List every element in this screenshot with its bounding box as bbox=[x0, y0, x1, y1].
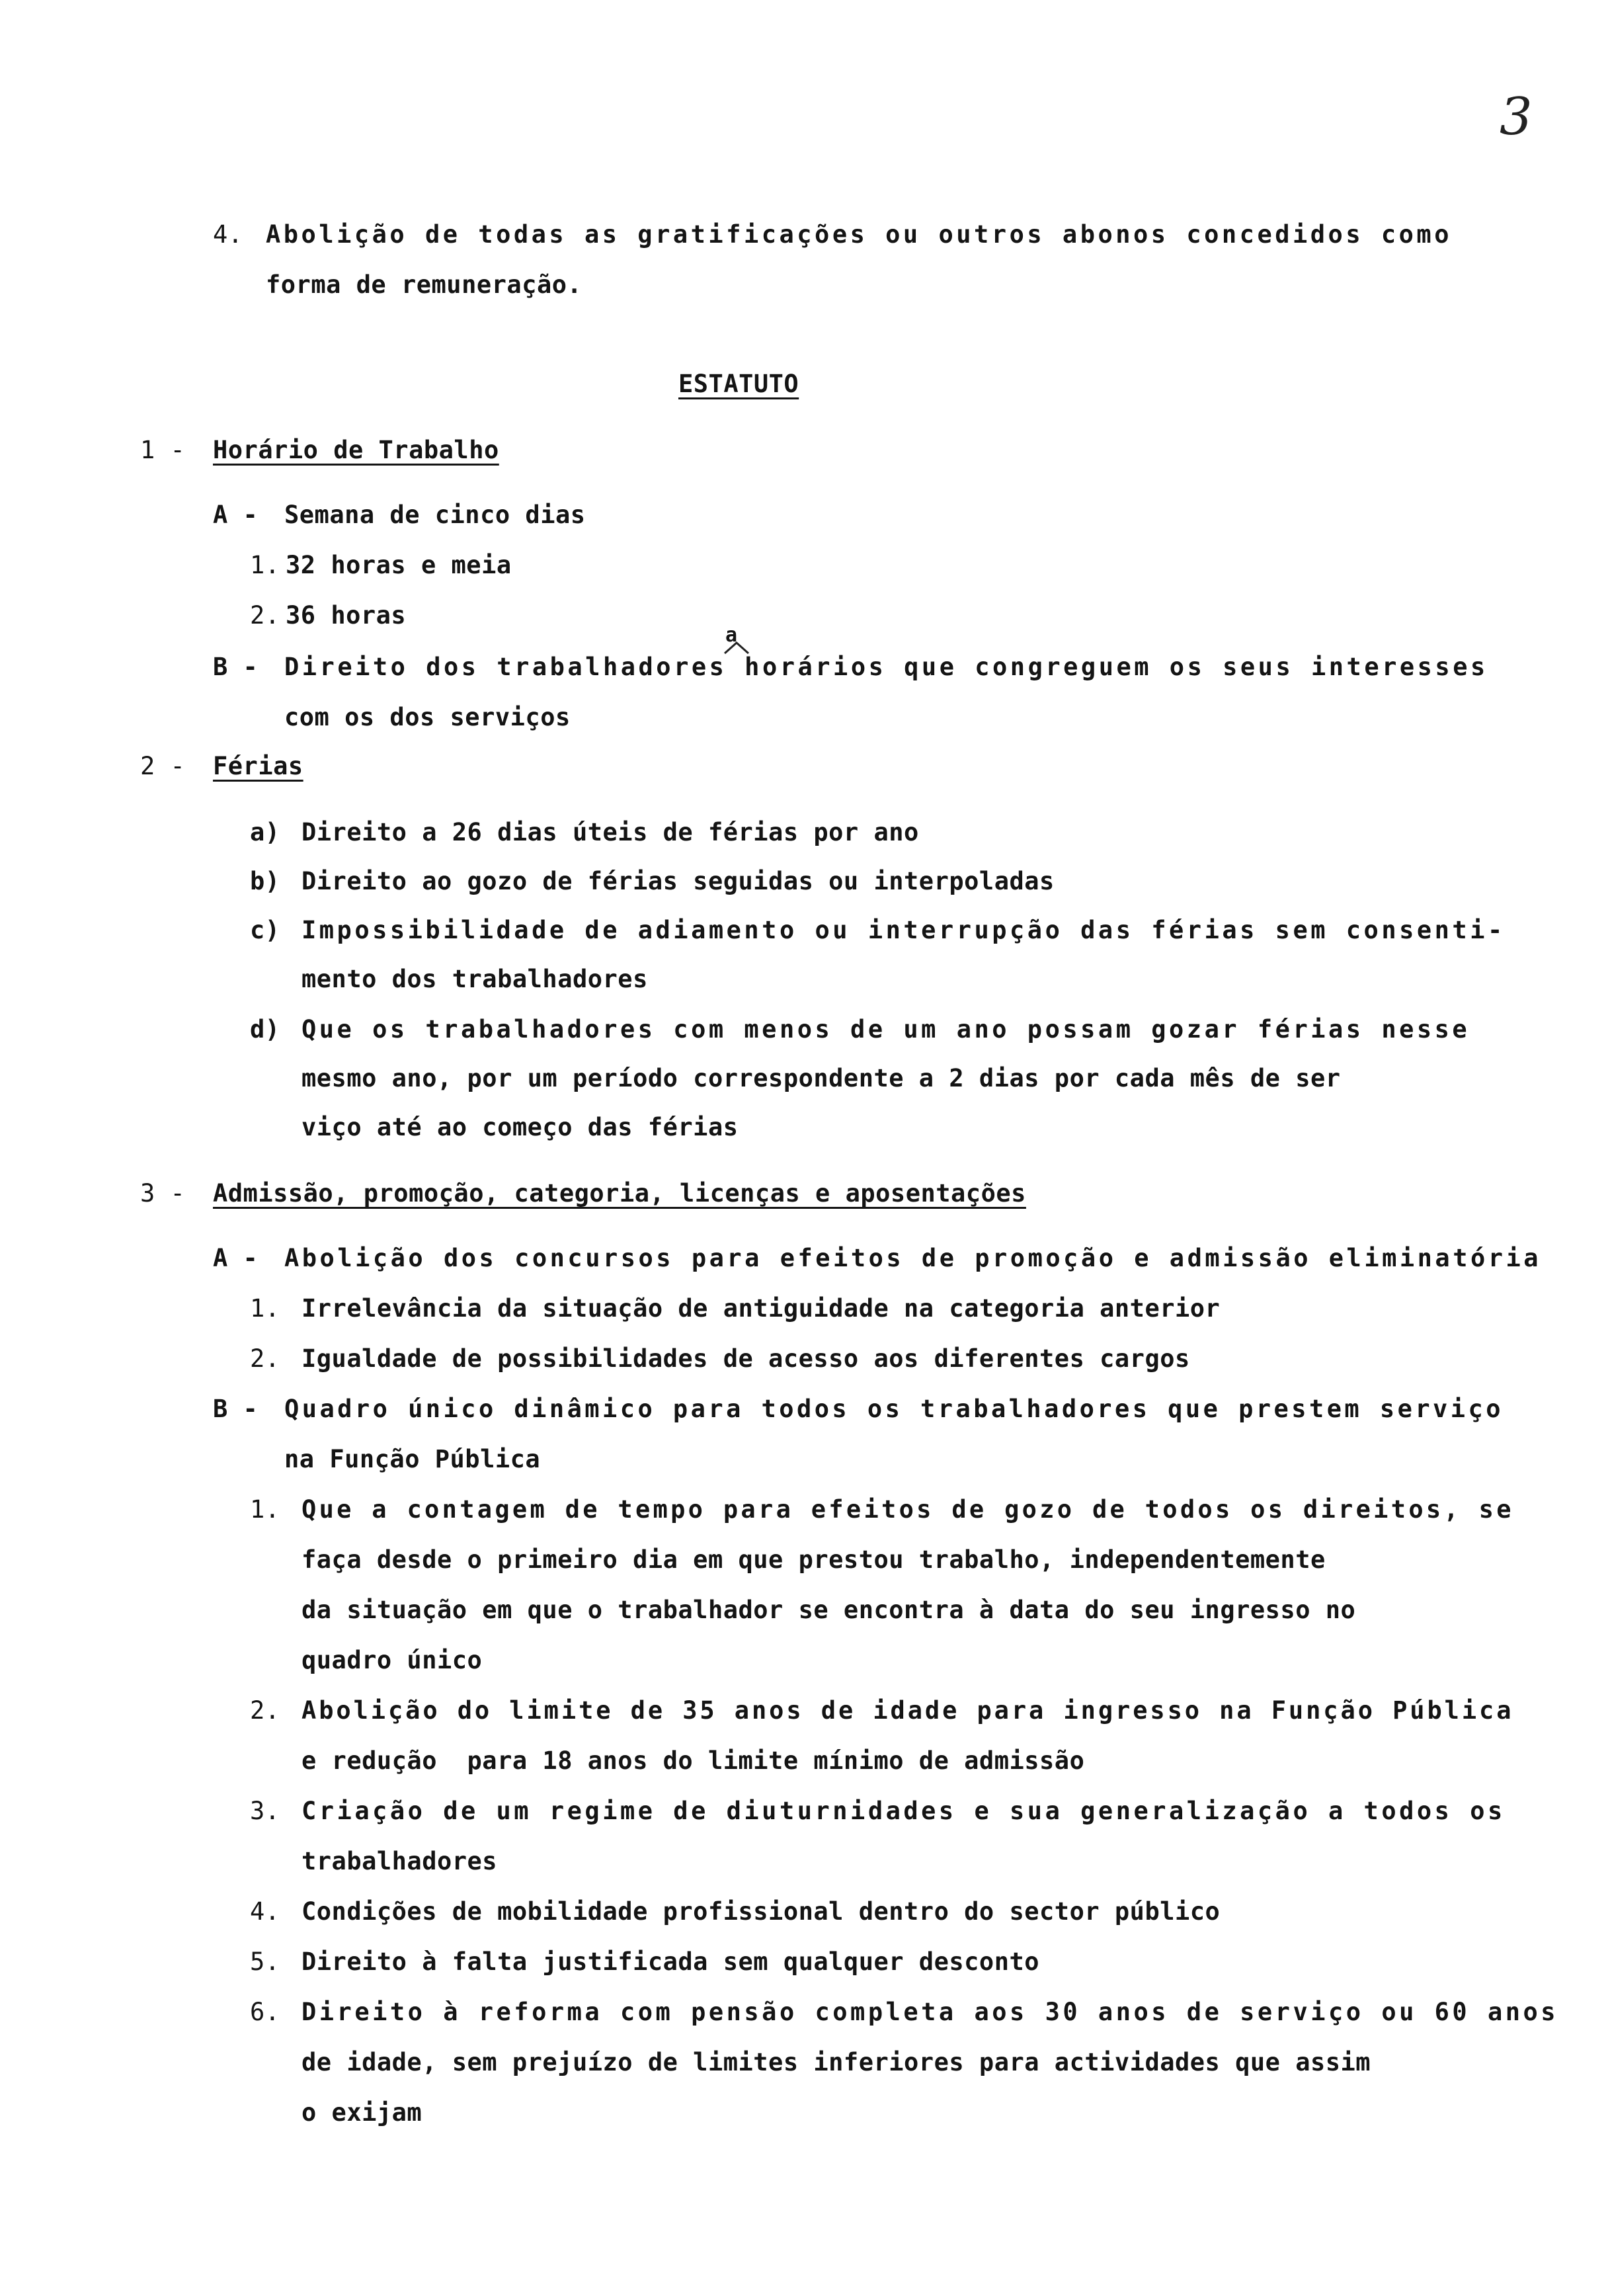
s2-a-marker: a) bbox=[250, 818, 280, 846]
s3-a-marker: A - bbox=[213, 1244, 259, 1272]
s2-c-line-1: Impossibilidade de adiamento ou interrupção das férias sem consenti- bbox=[302, 916, 1506, 944]
s3-b2-number: 2. bbox=[250, 1696, 280, 1725]
s1-a1-text: 32 horas e meia bbox=[286, 551, 512, 579]
s3-a1-number: 1. bbox=[250, 1294, 280, 1323]
s3-b2-line-2: e redução para 18 anos do limite mínimo de admissão bbox=[302, 1746, 1085, 1775]
s1-b-line-2: com os dos serviços bbox=[284, 703, 571, 731]
page-number: 3 bbox=[1500, 87, 1533, 147]
intro-line-2: forma de remuneração. bbox=[266, 270, 583, 299]
s3-b6-number: 6. bbox=[250, 1998, 280, 2026]
s1-b-marker: B - bbox=[213, 653, 259, 681]
s3-a2-number: 2. bbox=[250, 1344, 280, 1373]
s3-b3-line-1: Criação de um regime de diuturnidades e sua generalização a todos os bbox=[302, 1797, 1506, 1825]
s3-a2-text: Igualdade de possibilidades de acesso aos diferentes cargos bbox=[302, 1344, 1190, 1373]
s1-a-text: Semana de cinco dias bbox=[284, 501, 586, 529]
intro-line-1: Abolição de todas as gratificações ou outros abonos concedidos como bbox=[266, 220, 1452, 249]
section-1-number: 1 - bbox=[140, 436, 186, 464]
document-title: ESTATUTO bbox=[678, 370, 799, 398]
s3-b1-line-2: faça desde o primeiro dia em que prestou trabalho, independentemente bbox=[302, 1545, 1326, 1574]
insertion-caret-mark bbox=[723, 640, 750, 656]
s2-d-line-3: viço até ao começo das férias bbox=[302, 1113, 739, 1141]
s3-b-marker: B - bbox=[213, 1395, 259, 1423]
s1-a2-number: 2. bbox=[250, 601, 280, 630]
section-1-heading: Horário de Trabalho bbox=[213, 436, 499, 464]
s3-b5-number: 5. bbox=[250, 1948, 280, 1976]
s3-a-text: Abolição dos concursos para efeitos de promoção e admissão eliminatória bbox=[284, 1244, 1542, 1272]
s3-b1-line-1: Que a contagem de tempo para efeitos de gozo de todos os direitos, se bbox=[302, 1495, 1514, 1524]
s3-b5-text: Direito à falta justificada sem qualquer desconto bbox=[302, 1948, 1040, 1976]
s3-a1-text: Irrelevância da situação de antiguidade na categoria anterior bbox=[302, 1294, 1221, 1323]
s3-b1-line-4: quadro único bbox=[302, 1646, 483, 1674]
s1-a2-text: 36 horas bbox=[286, 601, 407, 630]
section-3-number: 3 - bbox=[140, 1179, 186, 1208]
s3-b3-line-2: trabalhadores bbox=[302, 1847, 498, 1875]
s3-b4-text: Condições de mobilidade profissional dentro do sector público bbox=[302, 1897, 1221, 1926]
s2-d-marker: d) bbox=[250, 1015, 280, 1044]
s3-b1-line-3: da situação em que o trabalhador se encontra à data do seu ingresso no bbox=[302, 1596, 1356, 1624]
s3-b2-line-1: Abolição do limite de 35 anos de idade para ingresso na Função Pública bbox=[302, 1696, 1514, 1725]
s1-b-line-1: Direito dos trabalhadores horários que congreguem os seus interesses bbox=[284, 653, 1488, 681]
s3-b-line-2: na Função Pública bbox=[284, 1445, 541, 1473]
section-2-heading: Férias bbox=[213, 752, 303, 780]
s1-a-marker: A - bbox=[213, 501, 259, 529]
s3-b4-number: 4. bbox=[250, 1897, 280, 1926]
s3-b1-number: 1. bbox=[250, 1495, 280, 1524]
s3-b3-number: 3. bbox=[250, 1797, 280, 1825]
s2-d-line-1: Que os trabalhadores com menos de um ano possam gozar férias nesse bbox=[302, 1015, 1470, 1044]
section-3-heading: Admissão, promoção, categoria, licenças e aposentações bbox=[213, 1179, 1026, 1208]
s2-c-marker: c) bbox=[250, 916, 280, 944]
section-2-number: 2 - bbox=[140, 752, 186, 780]
s2-b-text: Direito ao gozo de férias seguidas ou interpoladas bbox=[302, 867, 1055, 895]
s2-a-text: Direito a 26 dias úteis de férias por ano bbox=[302, 818, 919, 846]
s1-a1-number: 1. bbox=[250, 551, 280, 579]
s3-b6-line-2: de idade, sem prejuízo de limites inferiores para actividades que assim bbox=[302, 2048, 1371, 2076]
s2-d-line-2: mesmo ano, por um período correspondente a 2 dias por cada mês de ser bbox=[302, 1064, 1341, 1092]
intro-number: 4. bbox=[213, 220, 243, 249]
s2-c-line-2: mento dos trabalhadores bbox=[302, 965, 648, 993]
handwritten-insertion: a bbox=[725, 624, 738, 647]
s3-b6-line-1: Direito à reforma com pensão completa aos 30 anos de serviço ou 60 anos bbox=[302, 1998, 1559, 2026]
s2-b-marker: b) bbox=[250, 867, 280, 895]
s3-b6-line-3: o exijam bbox=[302, 2098, 422, 2127]
s3-b-line-1: Quadro único dinâmico para todos os trabalhadores que prestem serviço bbox=[284, 1395, 1504, 1423]
